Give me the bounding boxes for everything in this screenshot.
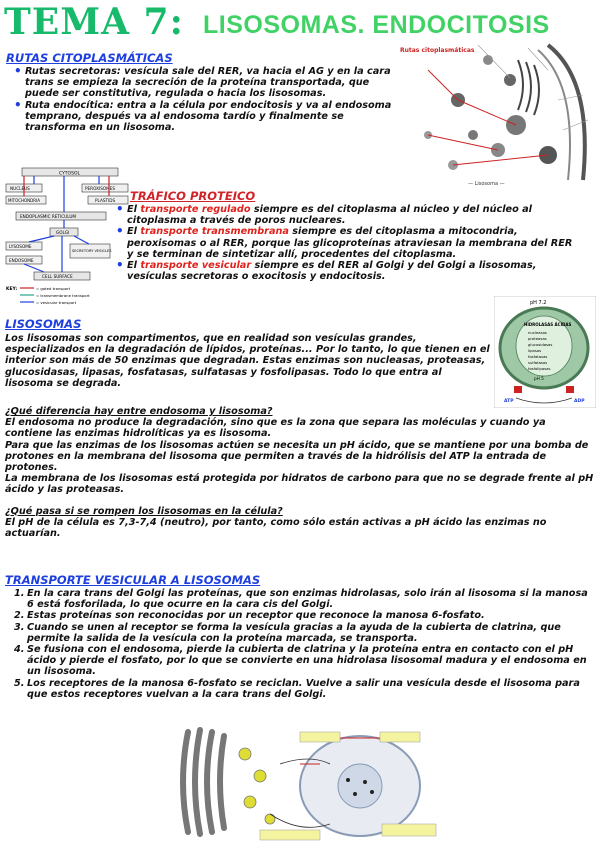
figure-label: ADP <box>574 399 585 404</box>
paragraph: El endosoma no produce la degradación, sino que es la zona que separa las moléculas y cuando ya contiene las enzimas hidrolíticas ya es lisosoma. <box>5 417 546 440</box>
lysosome-figure <box>494 296 596 408</box>
question: ¿Qué pasa si se rompen los lisosomas en la célula? <box>5 505 283 517</box>
key-item: = vesicular transport <box>36 300 77 305</box>
list-item: En la cara trans del Golgi las proteínas, que son enzimas hidrolasas, solo irán al lisosoma si la manosa 6 está fosforilada, lo que ocurre en la cara cis del Golgi. <box>27 588 588 611</box>
figure-caption: — Lisosoma — <box>468 181 505 187</box>
enzyme-item: sulfatasas <box>528 360 548 365</box>
figure-label: Rutas citoplasmáticas <box>400 47 475 54</box>
section-heading-lisosomas: LISOSOMAS <box>5 317 82 331</box>
enzyme-item: proteasas <box>528 336 547 341</box>
enzyme-item: glucosidasas <box>528 342 553 347</box>
vesicular-transport-figure <box>150 724 442 844</box>
list-item: Se fusiona con el endosoma, pierde la cubierta de clatrina y la proteína entra en contacto con el pH ácido y pierde el fosfato, por lo que se convierte en una hidrolasa lisosomal madura y el endosoma en un lisosoma. <box>27 644 587 678</box>
enzyme-item: fosfolipasas <box>528 366 551 371</box>
rutas-list <box>10 66 396 133</box>
highlight: transporte transmembrana <box>140 226 289 238</box>
page-title: TEMA 7: <box>4 1 184 43</box>
question: ¿Qué diferencia hay entre endosoma y lisosoma? <box>5 406 273 417</box>
highlight: transporte regulado <box>140 204 251 215</box>
paragraph: El pH de la célula es 7,3-7,4 (neutro), por tanto, como sólo están activas a pH ácido las enzimas no actuarían. <box>5 516 547 540</box>
box-peroxisomes: PEROXISOMES <box>85 186 116 191</box>
highlight: transporte vesicular <box>140 260 252 272</box>
figure-label: HIDROLASAS ÁCIDAS <box>524 322 572 327</box>
list-item: Cuando se unen al receptor se forma la vesícula gracias a la ayuda de la cubierta de clatrina, que permite la salida de la vesícula con la proteína marcada, se transporta. <box>27 621 561 644</box>
box-cell-surface: CELL SURFACE <box>42 274 73 279</box>
enzyme-item: lipasas <box>528 348 542 353</box>
key-label: KEY: <box>6 287 18 292</box>
paragraph: Los lisosomas son compartimentos, que en realidad son vesículas grandes, especializados en la degradación de lípidos, proteínas... Por lo tanto, lo que tienen en el interior son más de 50 enzimas que degradan. Estas enzimas son nucleasas, proteasas, glucosidasas, lipasas, fosfatasas, sulfatasas y fosfolipasas. Todo lo que entra al lisosoma se degrada. <box>5 333 490 389</box>
page-subtitle: LISOSOMAS. ENDOCITOSIS <box>203 11 550 39</box>
paragraph: La membrana de los lisosomas está protegida por hidratos de carbono para que no se degrade frente al pH ácido y las proteasas. <box>5 473 594 496</box>
key-item: = transmembrane transport <box>36 293 90 298</box>
figure-label: pH 5 <box>534 376 544 381</box>
box-lysosome: LYSOSOME <box>9 244 32 249</box>
box-er: ENDOPLASMIC RETICULUM <box>20 214 77 219</box>
paragraph: Para que las enzimas de los lisosomas actúen se necesita un pH ácido, que se mantiene por una bomba de protones en la membrana del lisosoma que permiten a través de la hidrólisis del ATP la entrada de protones. <box>5 439 589 474</box>
lisosomas-intro <box>5 333 493 389</box>
figure-label: pH 7.2 <box>530 300 547 306</box>
figure-label: ATP <box>504 399 514 404</box>
key-item: = gated transport <box>36 286 71 291</box>
trafico-list <box>112 204 578 282</box>
list-item: Los receptores de la manosa 6-fosfato se reciclan. Vuelve a salir una vesícula desde el lisosoma para que estos receptores vuelvan a la cara trans del Golgi. <box>27 677 580 700</box>
section-heading-rutas: RUTAS CITOPLASMÁTICAS <box>6 51 173 65</box>
enzyme-item: fosfatasas <box>528 354 548 359</box>
box-secretory: SECRETORY VESICLES <box>72 249 112 253</box>
list-item: • El transporte transmembrana siempre es del citoplasma a mitocondria, peroxisomas o al RER, porque las glicoproteínas atraviesan la membrana del RER y se terminan de sintetizar allí, procedentes del citoplasma. <box>127 226 578 260</box>
box-mitochondria: MITOCHONDRIA <box>8 198 40 203</box>
box-nucleus: NUCLEUS <box>10 186 30 191</box>
section-heading-trafico: TRÁFICO PROTEICO <box>130 189 256 203</box>
lisosomas-details <box>5 406 595 539</box>
box-endosome: ENDOSOME <box>9 258 34 263</box>
section-heading-transporte: TRANSPORTE VESICULAR A LISOSOMAS <box>5 573 261 587</box>
box-golgi: GOLGI <box>56 230 70 235</box>
list-item: • Ruta endocítica: entra a la célula por endocitosis y va al endosoma temprano, después va al endosoma tardío y finalmente se transforma en un lisosoma. <box>25 100 396 134</box>
cytoplasmic-routes-figure <box>398 40 598 188</box>
list-item: • El transporte vesicular siempre es del RER al Golgi y del Golgi a lisosomas, vesículas secretoras o exocitosis y endocitosis. <box>127 260 578 282</box>
enzyme-item: nucleasas <box>528 330 547 335</box>
list-item: • El transporte regulado siempre es del citoplasma al núcleo y del núcleo al citoplasma a través de poros nucleares. <box>127 204 578 226</box>
transporte-list <box>12 588 596 700</box>
list-item: • Rutas secretoras: vesícula sale del RER, va hacia el AG y en la cara trans se empieza la secreción de la proteína transportada, que puede ser constitutiva, regulada o hacia los lisosomas. <box>25 66 396 100</box>
box-plastids: PLASTIDS <box>95 198 116 203</box>
list-item: Estas proteínas son reconocidas por un receptor que reconoce la manosa 6-fosfato. <box>27 610 485 622</box>
box-cytosol: CYTOSOL <box>59 171 81 177</box>
